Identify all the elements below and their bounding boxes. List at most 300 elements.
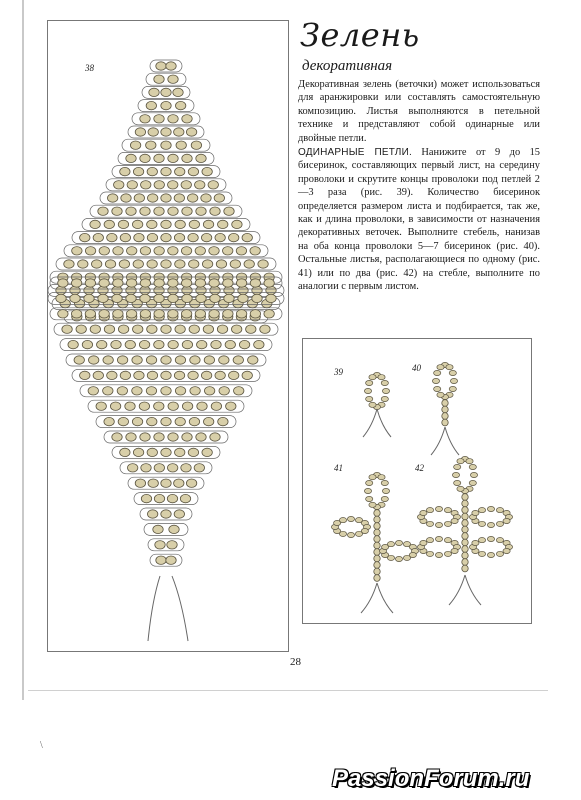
bead (64, 260, 74, 268)
bead (224, 207, 234, 215)
bead (134, 233, 144, 241)
bead (139, 340, 149, 348)
bead (181, 247, 191, 255)
bead (175, 417, 185, 425)
wire-end (377, 583, 393, 613)
bead (114, 181, 124, 189)
bead (120, 448, 130, 456)
bead (189, 260, 199, 268)
bead (126, 310, 136, 318)
bead (182, 340, 192, 348)
bead (161, 141, 171, 149)
bead (191, 141, 201, 149)
wire-end (465, 575, 481, 605)
bead (218, 220, 228, 228)
bead (133, 448, 143, 456)
intro-paragraph: Декоративная зелень (веточки) может использоваться для аранжировки или составлять самостоятельную композицию. Листья выполняются в петельной технике и представляют собой одинарные или двойные петли. (298, 79, 540, 144)
bead (195, 279, 205, 287)
bead (182, 402, 192, 410)
bead (260, 325, 270, 333)
bead (182, 294, 192, 302)
bead (168, 247, 178, 255)
bead (233, 356, 243, 364)
bead (442, 400, 448, 407)
bead (68, 340, 78, 348)
bead (140, 207, 150, 215)
bead (148, 479, 158, 487)
bead (93, 371, 103, 379)
bead (107, 371, 117, 379)
bead (366, 396, 373, 401)
bead (130, 141, 140, 149)
bead (449, 370, 456, 375)
bead (113, 310, 123, 318)
bead (366, 380, 373, 385)
instructions-text: Нанижите от 9 до 15 бисеринок, составляющих первый лист, на середину проволоки и скрутите концы проволоки под петлей 2—3 раза (рис. 39). Количество бисеринок определяется размером листа и подбирается, так же, как и длина проволоки, в зависимости от назначения декоративных веточек. Выполните стебель, нанизав на оба конца проволоки 5—7 бисеринок (рис. 40). Остальные листья, располагающиеся по одному (рис. 41) или по два (рис. 42) на стебле, выполните по аналогии с первым листом. (298, 147, 540, 293)
bead (182, 433, 192, 441)
bead (462, 546, 468, 553)
bead (146, 387, 156, 395)
bead (90, 325, 100, 333)
bead (175, 387, 185, 395)
bead (56, 286, 66, 294)
bead (132, 387, 142, 395)
bead (215, 371, 225, 379)
bead (135, 128, 145, 136)
bead (139, 402, 149, 410)
bead (174, 371, 184, 379)
bead (161, 101, 171, 109)
figure-41-label: 41 (334, 463, 343, 473)
bead (175, 356, 185, 364)
bead (104, 417, 114, 425)
bead (215, 233, 225, 241)
bead (97, 340, 107, 348)
bead (374, 568, 380, 575)
bead (374, 529, 380, 536)
bead (188, 371, 198, 379)
bead (155, 541, 165, 549)
bead (120, 167, 130, 175)
bead (147, 260, 157, 268)
wire-loop (146, 73, 186, 85)
bead (252, 294, 262, 302)
bead (154, 279, 164, 287)
bead (503, 518, 510, 523)
bead (105, 260, 115, 268)
bead (381, 380, 388, 385)
bead (154, 310, 164, 318)
bead-loop (364, 472, 389, 509)
article-subtitle: декоративная (302, 58, 393, 74)
bead (239, 340, 249, 348)
bead (71, 279, 81, 287)
bead (161, 325, 171, 333)
bead (382, 488, 389, 493)
bead (161, 448, 171, 456)
bead (374, 542, 380, 549)
bead (469, 480, 476, 485)
bead (148, 128, 158, 136)
bead (478, 551, 485, 556)
bead (140, 115, 150, 123)
bead (141, 181, 151, 189)
bead (202, 260, 212, 268)
bead-loop (432, 362, 457, 399)
bead (437, 365, 444, 370)
bead (223, 247, 233, 255)
bead (56, 294, 66, 302)
bead (88, 387, 98, 395)
bead (219, 387, 229, 395)
bead (203, 325, 213, 333)
bead (189, 220, 199, 228)
bead (472, 510, 479, 515)
bead (201, 371, 211, 379)
bead (450, 378, 457, 383)
bead (117, 356, 127, 364)
article-title: Зелень (300, 16, 420, 54)
bead (238, 294, 248, 302)
bead (174, 510, 184, 518)
bead-loop (469, 506, 512, 527)
bead (462, 526, 468, 533)
bead (85, 247, 95, 255)
bead (161, 220, 171, 228)
bead (462, 565, 468, 572)
bead (224, 294, 234, 302)
bead (364, 388, 371, 393)
bead (154, 181, 164, 189)
bead (120, 371, 130, 379)
bead (444, 537, 451, 542)
bead (104, 325, 114, 333)
bead (369, 475, 376, 480)
bead (234, 387, 244, 395)
bead (188, 167, 198, 175)
bead (230, 260, 240, 268)
bead (161, 371, 171, 379)
bead (186, 479, 196, 487)
bead (85, 279, 95, 287)
bead (496, 537, 503, 542)
bead (107, 194, 117, 202)
bead (182, 154, 192, 162)
bead (232, 220, 242, 228)
bead (444, 551, 451, 556)
bead (161, 479, 171, 487)
bead (246, 325, 256, 333)
bead (168, 279, 178, 287)
bead (462, 500, 468, 507)
bead (420, 510, 427, 515)
bead (469, 464, 476, 469)
bead (387, 541, 394, 546)
bead (161, 510, 171, 518)
bead (217, 325, 227, 333)
bead (146, 356, 156, 364)
bead (154, 294, 164, 302)
bead (85, 310, 95, 318)
bead (202, 167, 212, 175)
stem-wire (148, 576, 160, 641)
bead (156, 62, 166, 70)
bead (210, 433, 220, 441)
bead (374, 575, 380, 582)
bead-loop (379, 540, 418, 561)
bead (496, 507, 503, 512)
bead (209, 247, 219, 255)
bead (264, 279, 274, 287)
bead (347, 516, 354, 521)
figure-39-label: 39 (334, 367, 343, 377)
bead (112, 294, 122, 302)
bead (58, 310, 68, 318)
bead-loop (364, 372, 389, 409)
bead (174, 479, 184, 487)
bead (161, 233, 171, 241)
bead (127, 464, 137, 472)
bead (168, 310, 178, 318)
bead (70, 294, 80, 302)
bead (228, 233, 238, 241)
bead (457, 486, 464, 491)
bead (133, 260, 143, 268)
beaded-leaf-diagram (48, 21, 288, 651)
bead (369, 375, 376, 380)
bead (168, 115, 178, 123)
bead (187, 194, 197, 202)
bead (140, 247, 150, 255)
bead (147, 417, 157, 425)
bead (161, 260, 171, 268)
bead (154, 154, 164, 162)
bead (169, 525, 179, 533)
bead (347, 532, 354, 537)
bead (140, 294, 150, 302)
bead (426, 537, 433, 542)
bead (149, 88, 159, 96)
bead (451, 548, 458, 553)
bead (175, 448, 185, 456)
bead (168, 181, 178, 189)
bead (78, 260, 88, 268)
bead (496, 551, 503, 556)
bead (103, 387, 113, 395)
bead (119, 260, 129, 268)
bead (147, 167, 157, 175)
bead (168, 207, 178, 215)
bead (82, 340, 92, 348)
bead (197, 340, 207, 348)
bead (201, 233, 211, 241)
bead (175, 260, 185, 268)
bead (196, 207, 206, 215)
bead (175, 325, 185, 333)
wire-loop (148, 539, 184, 551)
wire-end (377, 409, 391, 437)
bead (154, 433, 164, 441)
bead (180, 494, 190, 502)
bead (125, 340, 135, 348)
bead (209, 279, 219, 287)
bead (168, 433, 178, 441)
bead (202, 448, 212, 456)
bead (174, 233, 184, 241)
scan-mark: \ (40, 740, 43, 751)
bead (454, 480, 461, 485)
bead (435, 536, 442, 541)
bead (161, 356, 171, 364)
bead (154, 75, 164, 83)
bead (154, 115, 164, 123)
bead (176, 141, 186, 149)
site-watermark: PassionForum.ru (332, 765, 530, 792)
bead (218, 417, 228, 425)
bead (189, 325, 199, 333)
bead (127, 247, 137, 255)
bead (462, 507, 468, 514)
bead (161, 88, 171, 96)
bead (231, 325, 241, 333)
bead (189, 417, 199, 425)
bead (462, 533, 468, 540)
bead (135, 479, 145, 487)
bead (58, 279, 68, 287)
bead (195, 181, 205, 189)
bead (96, 402, 106, 410)
figures-39-42-frame (302, 338, 532, 624)
bead (190, 356, 200, 364)
bead (188, 448, 198, 456)
bead (161, 167, 171, 175)
bead (76, 325, 86, 333)
bead (236, 310, 246, 318)
bead (426, 507, 433, 512)
figure-38-label: 38 (85, 63, 94, 73)
bead (366, 480, 373, 485)
bead (147, 194, 157, 202)
bead (125, 402, 135, 410)
bead (478, 537, 485, 542)
bead (132, 417, 142, 425)
bead (478, 521, 485, 526)
section-lead-in: ОДИНАРНЫЕ ПЕТЛИ. (298, 147, 412, 159)
bead (99, 310, 109, 318)
bead (161, 194, 171, 202)
bead (204, 387, 214, 395)
bead (466, 459, 473, 464)
bead (98, 207, 108, 215)
bead (364, 488, 371, 493)
bead (70, 286, 80, 294)
beaded-sprig-diagrams (303, 339, 531, 623)
bead (236, 279, 246, 287)
bead (381, 480, 388, 485)
bead (71, 310, 81, 318)
bead (449, 386, 456, 391)
bead (147, 371, 157, 379)
bead (168, 402, 178, 410)
bead (254, 340, 264, 348)
bead (182, 207, 192, 215)
bead (140, 154, 150, 162)
bead (80, 233, 90, 241)
bead (426, 521, 433, 526)
bead (147, 448, 157, 456)
bead (214, 194, 224, 202)
bead (186, 128, 196, 136)
bead (141, 494, 151, 502)
bead (190, 387, 200, 395)
bead (444, 521, 451, 526)
bead (369, 502, 376, 507)
bead (166, 556, 176, 564)
bead (194, 464, 204, 472)
bead (154, 340, 164, 348)
bead (99, 279, 109, 287)
bead (462, 513, 468, 520)
bead (236, 247, 246, 255)
bead (437, 392, 444, 397)
bead (175, 167, 185, 175)
bead (110, 402, 120, 410)
bead (250, 247, 260, 255)
bead (153, 525, 163, 533)
bead (74, 356, 84, 364)
page-edge-line (22, 0, 24, 700)
bead (420, 540, 427, 545)
bead (181, 464, 191, 472)
bead (175, 101, 185, 109)
bead (451, 518, 458, 523)
bead (250, 310, 260, 318)
bead (147, 233, 157, 241)
bead (210, 294, 220, 302)
bead (196, 154, 206, 162)
bead (154, 247, 164, 255)
bead (258, 260, 268, 268)
bead (378, 375, 385, 380)
bead (503, 548, 510, 553)
bead (203, 220, 213, 228)
bead (167, 464, 177, 472)
bead (242, 371, 252, 379)
bead (134, 371, 144, 379)
bead (168, 75, 178, 83)
bead (472, 540, 479, 545)
bead (442, 413, 448, 420)
bead (266, 294, 276, 302)
bead (111, 340, 121, 348)
bead (223, 279, 233, 287)
bead (112, 433, 122, 441)
bead (113, 279, 123, 287)
bead (147, 220, 157, 228)
bead (487, 552, 494, 557)
bead (99, 247, 109, 255)
bead (209, 310, 219, 318)
bead (446, 365, 453, 370)
bead (197, 402, 207, 410)
wire-end (363, 409, 377, 437)
page-number: 28 (290, 656, 301, 668)
bead (154, 402, 164, 410)
bead (166, 62, 176, 70)
bead (374, 536, 380, 543)
bead-loop (417, 536, 460, 557)
bead (395, 556, 402, 561)
